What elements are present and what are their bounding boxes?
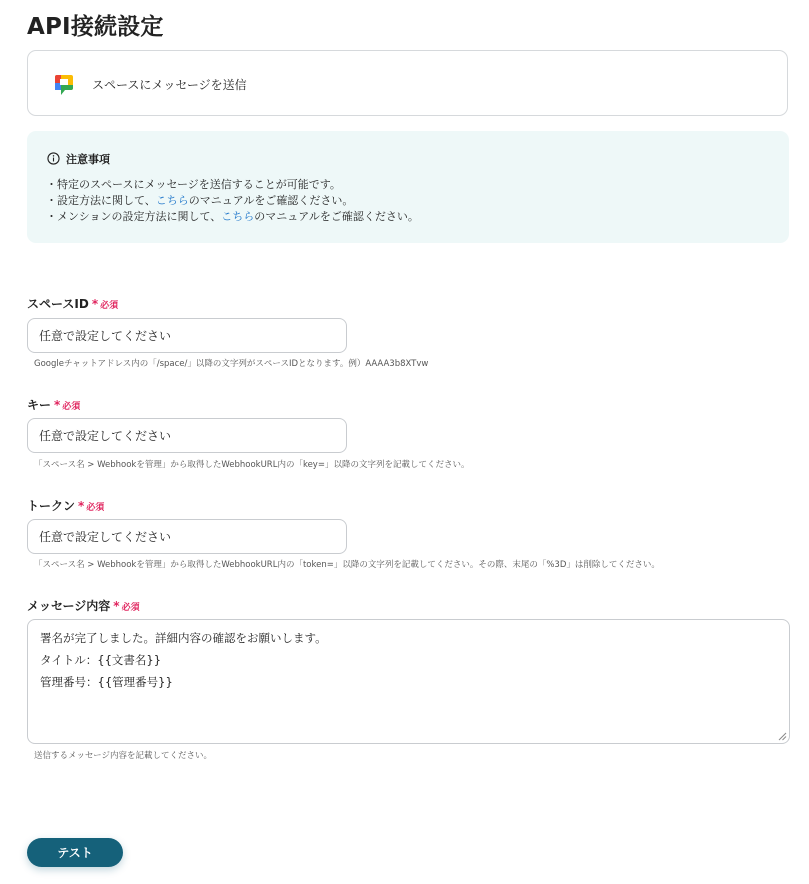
manual-link[interactable]: こちら xyxy=(155,194,189,207)
required-text: 必須 xyxy=(62,402,81,412)
message-line-2: タイトル：{{文書名}} xyxy=(40,653,162,667)
message-textarea[interactable] xyxy=(27,619,790,744)
action-card[interactable] xyxy=(27,50,788,116)
notice-line-3 xyxy=(46,208,419,224)
info-icon xyxy=(47,152,60,165)
message-label-text: メッセージ内容 xyxy=(27,599,111,613)
notice-box xyxy=(27,131,789,243)
notice-title: 注意事項 xyxy=(66,153,110,166)
space-id-label-text: スペースID xyxy=(27,297,89,311)
space-id-input[interactable] xyxy=(27,318,347,353)
token-label-text: トークン xyxy=(27,499,76,513)
notice-line-2 xyxy=(46,192,353,208)
notice-line-1: ・特定のスペースにメッセージを送信することが可能です。 xyxy=(46,178,341,191)
space-id-help: Googleチャットアドレス内の「/space/」以降の文字列がスペースIDとなります。例）AAAA3b8XTvw xyxy=(34,359,429,369)
message-line-1: 署名が完了しました。詳細内容の確認をお願いします。 xyxy=(40,631,327,645)
message-label xyxy=(27,597,140,614)
required-text: 必須 xyxy=(100,301,119,311)
key-help: 「スペース名 > Webhookを管理」から取得したWebhookURL内の「key=」以降の文字列を記載してください。 xyxy=(34,460,470,470)
key-label xyxy=(27,396,80,413)
notice-line-3-suffix: のマニュアルをご確認ください。 xyxy=(254,210,419,223)
notice-line-3-prefix: ・メンションの設定方法に関して、 xyxy=(46,210,222,223)
mention-manual-link[interactable]: こちら xyxy=(221,210,255,223)
notice-line-2-suffix: のマニュアルをご確認ください。 xyxy=(188,194,354,207)
required-text: 必須 xyxy=(86,503,105,513)
token-label xyxy=(27,497,104,514)
required-badge: * 必須 xyxy=(54,398,81,412)
resize-handle-icon[interactable] xyxy=(778,732,787,741)
required-badge: * 必須 xyxy=(91,297,119,311)
required-badge: * 必須 xyxy=(78,499,105,513)
required-text: 必須 xyxy=(121,603,140,613)
message-line-3: 管理番号：{{管理番号}} xyxy=(40,675,173,689)
test-button[interactable]: テスト xyxy=(27,838,123,867)
key-label-text: キー xyxy=(27,398,52,412)
page-title: API接続設定 xyxy=(27,14,164,40)
token-input[interactable] xyxy=(27,519,347,554)
message-help: 送信するメッセージ内容を記載してください。 xyxy=(34,751,212,761)
space-id-label xyxy=(27,295,118,312)
action-label: スペースにメッセージを送信 xyxy=(92,78,247,92)
google-chat-icon xyxy=(52,72,76,98)
key-input[interactable] xyxy=(27,418,347,453)
notice-line-2-prefix: ・設定方法に関して、 xyxy=(46,194,156,207)
token-help: 「スペース名 > Webhookを管理」から取得したWebhookURL内の「token=」以降の文字列を記載してください。その際、末尾の「%3D」は削除してください。 xyxy=(34,560,660,570)
required-badge: * 必須 xyxy=(113,599,140,613)
